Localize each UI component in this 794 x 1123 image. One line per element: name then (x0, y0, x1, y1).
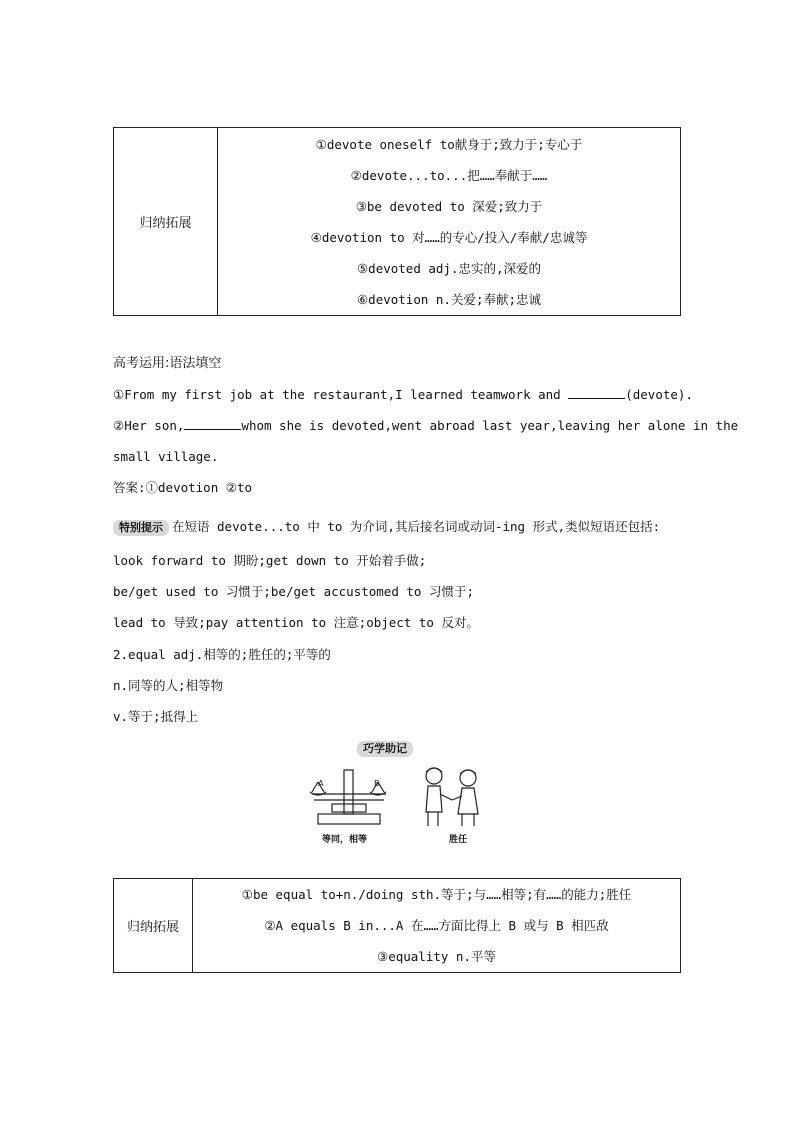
word-heading: 2.equal adj.相等的;胜任的;平等的 (113, 647, 331, 662)
summary-item: ③be devoted to 深爱;致力于 (355, 198, 543, 214)
memory-badge: 巧学助记 (357, 741, 413, 757)
summary-items (218, 128, 681, 316)
balance-scale-illustration (308, 764, 390, 830)
question-text: ②Her son, (113, 418, 185, 433)
summary-item: ①devote oneself to献身于;致力于;专心于 (315, 136, 583, 152)
summary-items (193, 879, 681, 973)
tip-phrase: be/get used to 习惯于;be/get accustomed to 习惯于; (113, 584, 474, 599)
summary-label: 归纳拓展 (114, 879, 193, 973)
question-2-continued: small village. (113, 449, 219, 464)
summary-item: ②A equals B in...A 在……方面比得上 B 或与 B 相匹敌 (264, 918, 609, 933)
svg-text:B: B (374, 779, 380, 788)
summary-item: ⑤devoted adj.忠实的,深爱的 (356, 260, 542, 276)
tip-text: 在短语 devote...to 中 to 为介词,其后接名词或动词-ing 形式,类似短语还包括: (172, 519, 661, 534)
summary-item: ③equality n.平等 (377, 949, 496, 964)
question-1 (113, 385, 693, 405)
tip-phrase: look forward to 期盼;get down to 开始着手做; (113, 553, 427, 568)
answer-line: 答案:①devotion ②to (113, 480, 253, 495)
summary-label: 归纳拓展 (114, 128, 218, 316)
summary-table-devote (113, 127, 681, 316)
word-noun: n.同等的人;相等物 (113, 678, 224, 693)
tip-line (113, 517, 660, 537)
svg-text:A: A (318, 779, 324, 788)
answer-blank[interactable] (568, 386, 625, 399)
question-2 (113, 416, 738, 436)
summary-item: ④devotion to 对……的专心/投入/奉献/忠诚等 (310, 229, 588, 245)
question-text: whom she is devoted,went abroad last year,leaving her alone in the (241, 418, 739, 433)
summary-item: ②devote...to...把……奉献于…… (350, 167, 548, 183)
tip-phrase: lead to 导致;pay attention to 注意;object to 反对。 (113, 615, 479, 630)
question-text: ①From my first job at the restaurant,I learned teamwork and (113, 387, 569, 402)
memory-badge-wrap (357, 740, 416, 757)
caption-competent: 胜任 (449, 835, 468, 845)
answer-blank[interactable] (184, 417, 241, 430)
caption-equal: 等同，相等 (322, 835, 368, 845)
question-text: (devote). (625, 387, 693, 402)
summary-item: ①be equal to+n./doing sth.等于;与……相等;有……的能力;胜任 (241, 887, 632, 902)
tip-badge: 特别提示 (113, 520, 169, 536)
summary-item: ⑥devotion n.关爱;奉献;忠诚 (356, 291, 542, 307)
exercise-heading: 高考运用:语法填空 (113, 356, 222, 371)
handshake-illustration (418, 764, 488, 830)
summary-table-equal (113, 878, 681, 973)
word-verb: v.等于;抵得上 (113, 709, 199, 724)
